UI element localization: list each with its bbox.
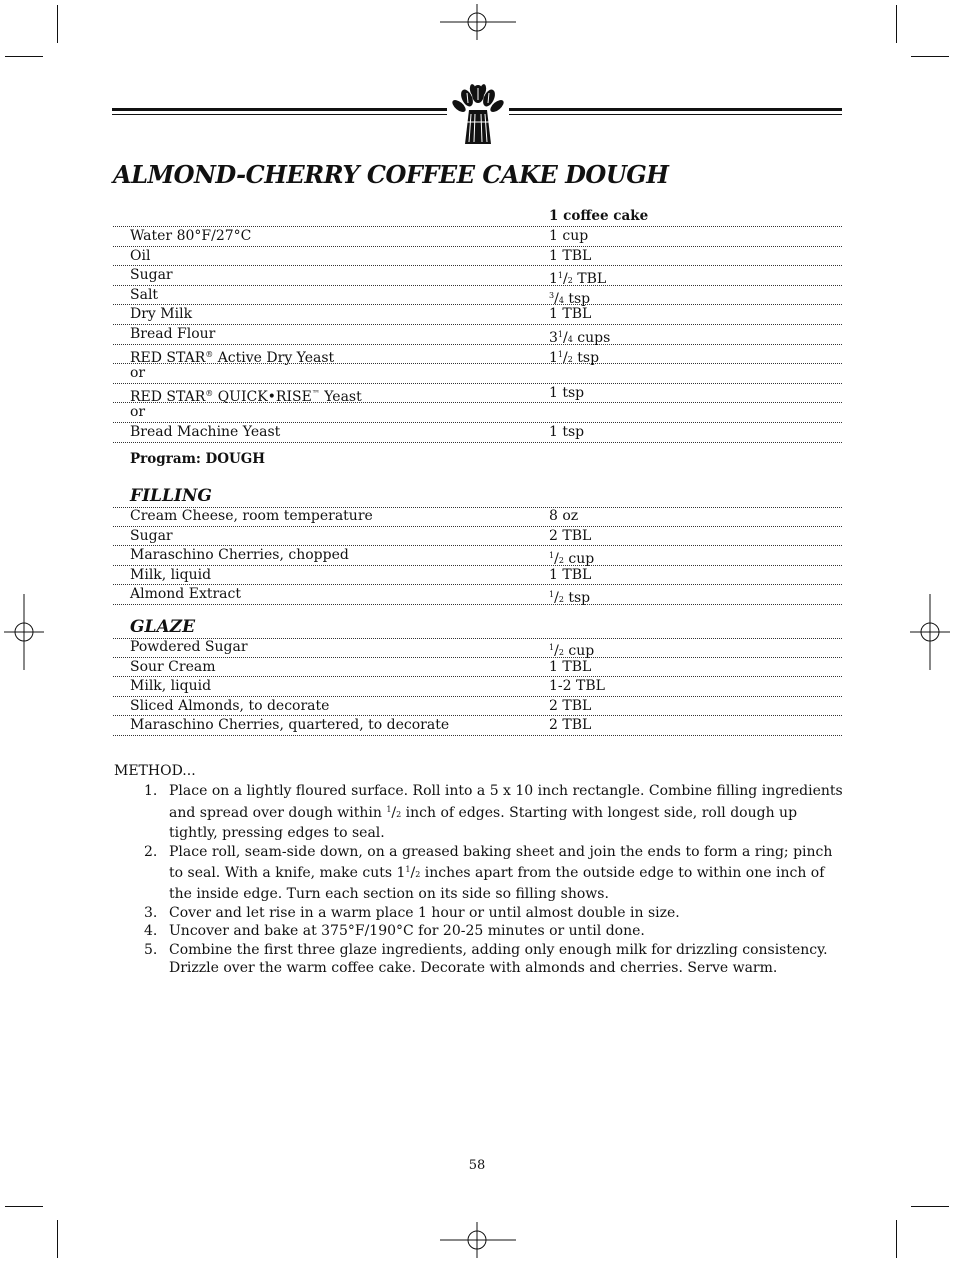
ingredient-amount: 1-2 TBL	[549, 678, 605, 695]
ingredient-name: Sliced Almonds, to decorate	[130, 697, 330, 714]
ingredient-amount: $1^1/2$ TBL	[549, 271, 607, 288]
table-row	[113, 305, 842, 325]
ingredient-name: Almond Extract	[130, 586, 241, 603]
ingredient-name: Water 80°F/27°C	[130, 228, 252, 244]
step-number: 4.	[144, 923, 158, 940]
ingredient-name: Maraschino Cherries, quartered, to decorate	[130, 717, 450, 734]
ingredient-name: Bread Machine Yeast	[130, 423, 281, 440]
wheat-sheaf-icon	[447, 82, 509, 148]
step-text: inch of edges. Starting with longest side, roll dough up tightly, pressing edges to seal.	[169, 804, 798, 842]
table-row	[113, 658, 842, 678]
registration-mark-icon	[4, 594, 44, 670]
method-step: 2. Place roll, seam-side down, on a greased baking sheet and join the ends to form a ring; pinch to seal. With a knife, make cuts $1^1/2$ inches apart from the outside edge to within one inch of the inside edge. Turn each section on its side so filling shows.	[144, 843, 833, 902]
table-row	[113, 527, 842, 547]
method-heading: METHOD...	[114, 763, 196, 779]
table-row	[113, 677, 842, 697]
ingredient-name: or	[130, 365, 146, 382]
method-step	[114, 904, 844, 923]
table-row	[113, 345, 842, 365]
ingredient-amount: $^1$/2 cup	[549, 551, 595, 568]
method-step: 1. Place on a lightly floured surface. Roll into a 5 x 10 inch rectangle. Combine filling ingredients and spread over dough within $^1$/2 inch of edges. Starting with longest side, roll dough up tightly, pressing edges to seal.	[144, 783, 843, 842]
step-text: Uncover and bake at 375°F/190°C for 20-25 minutes or until done.	[169, 923, 645, 940]
table-row	[113, 638, 842, 658]
crop-mark	[911, 1206, 949, 1207]
table-row	[113, 364, 842, 384]
table-row	[113, 247, 842, 267]
ingredient-amount: 1 tsp	[549, 384, 585, 401]
ingredient-name: Bread Flour	[130, 325, 216, 342]
ingredient-amount: $^1$/2 cup	[549, 643, 595, 659]
ingredient-name: Powdered Sugar	[130, 639, 248, 655]
ingredient-name: Sugar	[130, 527, 173, 544]
step-text: inches apart from the outside edge to within one inch of the inside edge. Turn each section on its side so filling shows.	[169, 865, 825, 902]
table-row	[113, 403, 842, 423]
table-row	[113, 227, 842, 247]
table-row	[113, 266, 842, 286]
step-text: Place on a lightly floured surface. Roll into a 5 x 10 inch rectangle. Combine filling ingredients and spread over dough within	[169, 783, 843, 821]
ingredient-amount: $1^1/2$ tsp	[549, 349, 600, 366]
ingredient-name: Milk, liquid	[130, 566, 212, 583]
table-row	[113, 384, 842, 404]
table-top-rule	[113, 226, 842, 227]
method-step	[114, 941, 844, 978]
crop-mark	[5, 56, 43, 57]
table-row	[113, 507, 842, 527]
ingredient-name: Cream Cheese, room temperature	[130, 508, 373, 524]
ingredient-amount: 2 TBL	[549, 717, 592, 734]
table-row	[113, 546, 842, 566]
table-row	[113, 585, 842, 605]
ingredient-amount: 1 TBL	[549, 566, 592, 583]
ingredient-name: or	[130, 404, 146, 421]
crop-mark	[896, 5, 897, 43]
ingredient-name: Oil	[130, 247, 151, 264]
table-row	[113, 423, 842, 443]
step-text: Place roll, seam-side down, on a greased baking sheet and join the ends to form a ring; pinch to seal. With a knife, make cuts 1	[169, 843, 833, 882]
crop-mark	[5, 1206, 43, 1207]
page-number: 58	[468, 1158, 486, 1173]
ingredient-amount: 1 tsp	[549, 423, 585, 440]
page-title: ALMOND-CHERRY COFFEE CAKE DOUGH	[113, 160, 669, 189]
ingredient-amount: 1 TBL	[549, 247, 592, 264]
column-header: 1 coffee cake	[549, 208, 649, 224]
glaze-table	[113, 638, 842, 736]
filling-table	[113, 507, 842, 605]
ingredient-name: Dry Milk	[130, 306, 193, 323]
ingredient-amount: $3^1/4$ cups	[549, 329, 611, 346]
ingredient-name: RED STAR® Active Dry Yeast	[130, 349, 335, 366]
ingredient-amount: 2 TBL	[549, 697, 592, 714]
table-row	[113, 566, 842, 586]
ingredient-amount: 1 TBL	[549, 306, 592, 323]
crop-mark	[57, 1220, 58, 1258]
ingredient-name: Sour Cream	[130, 658, 216, 675]
ingredient-name: Maraschino Cherries, chopped	[130, 547, 349, 564]
table-row	[113, 697, 842, 717]
table-row	[113, 325, 842, 345]
ingredient-name: Salt	[130, 286, 159, 303]
step-number: 2.	[144, 843, 158, 860]
dough-table	[113, 227, 842, 443]
ingredient-name: RED STAR® QUICK•RISE™ Yeast	[130, 388, 362, 405]
ingredient-amount: 2 TBL	[549, 527, 592, 544]
crop-mark	[911, 56, 949, 57]
method-steps	[114, 782, 844, 978]
ingredient-amount: $^3$/4 tsp	[549, 290, 591, 307]
step-number: 5.	[144, 941, 158, 958]
registration-mark-icon	[440, 4, 516, 40]
step-text: Combine the first three glaze ingredients, adding only enough milk for drizzling consistency. Drizzle over the warm coffee cake. Decorate with almonds and cherries. Serve warm.	[169, 941, 828, 977]
program-label: Program: DOUGH	[130, 451, 266, 467]
table-row	[113, 716, 842, 736]
ingredient-name: Sugar	[130, 267, 173, 284]
step-number: 1.	[144, 783, 158, 799]
ingredient-amount: 8 oz	[549, 508, 579, 524]
step-text: Cover and let rise in a warm place 1 hour or until almost double in size.	[169, 904, 680, 921]
ingredient-amount: 1 cup	[549, 228, 589, 244]
filling-heading: FILLING	[130, 486, 212, 506]
glaze-heading: GLAZE	[130, 617, 196, 637]
method-step	[114, 922, 844, 941]
ingredient-amount: 1 TBL	[549, 658, 592, 675]
ingredient-amount: $^1$/2 tsp	[549, 590, 591, 607]
step-number: 3.	[144, 904, 158, 921]
crop-mark	[57, 5, 58, 43]
registration-mark-icon	[910, 594, 950, 670]
crop-mark	[896, 1220, 897, 1258]
ingredient-name: Milk, liquid	[130, 678, 212, 695]
registration-mark-icon	[440, 1222, 516, 1258]
table-row	[113, 286, 842, 306]
